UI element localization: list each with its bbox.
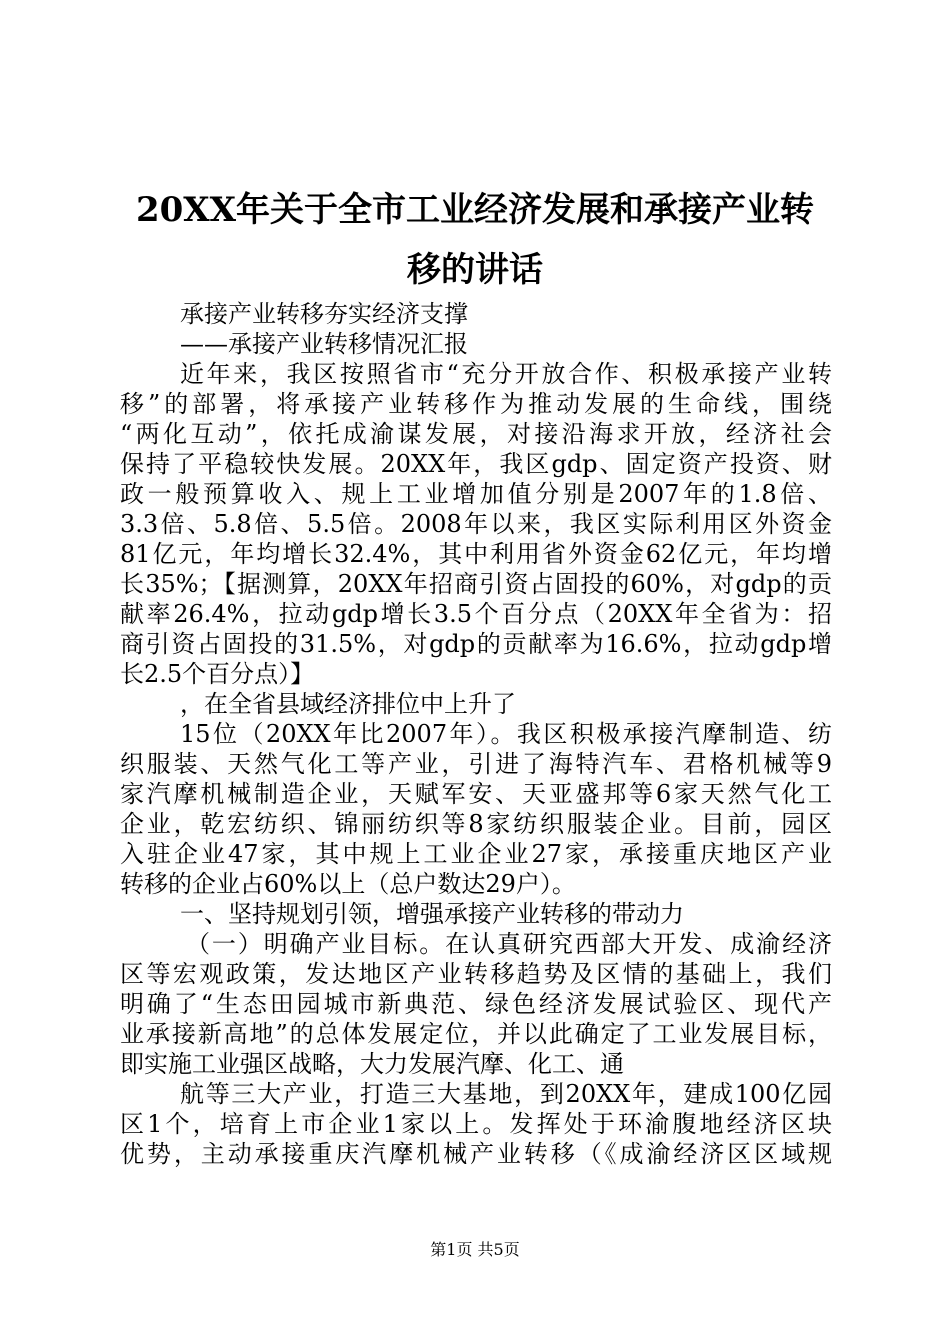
paragraph-line: 家汽摩机械制造企业，天赋军安、天亚盛邦等6家天然气化工: [120, 780, 832, 808]
paragraph-line: 转移的企业占60%以上（总户数达29户）。: [120, 870, 576, 898]
paragraph-line: 航等三大产业，打造三大基地，到20XX年，建成100亿园: [180, 1080, 832, 1108]
paragraph-line: 企业，乾宏纺织、锦丽纺织等8家纺织服装企业。目前，园区: [120, 810, 832, 838]
paragraph-line: 优势，主动承接重庆汽摩机械产业转移（《成渝经济区区域规: [120, 1140, 832, 1168]
paragraph-line: 织服装、天然气化工等产业，引进了海特汽车、君格机械等9: [120, 750, 832, 778]
paragraph-line: 3.3倍、5.8倍、5.5倍。2008年以来，我区实际利用区外资金: [120, 510, 832, 538]
paragraph-line: “两化互动”，依托成渝谋发展，对接沿海求开放，经济社会: [120, 420, 832, 448]
paragraph-line: 商引资占固投的31.5%，对gdp的贡献率为16.6%，拉动gdp增: [120, 630, 832, 658]
paragraph-line: 长2.5个百分点）】: [120, 660, 315, 688]
paragraph-line: 长35%；【据测算，20XX年招商引资占固投的60%，对gdp的贡: [120, 570, 832, 598]
document-title-line-1: 20XX年关于全市工业经济发展和承接产业转: [135, 190, 815, 230]
paragraph-line: 81亿元，年均增长32.4%，其中利用省外资金62亿元，年均增: [120, 540, 832, 568]
document-title-line-2: 移的讲话: [407, 250, 543, 290]
paragraph-line: 即实施工业强区战略，大力发展汽摩、化工、通: [120, 1050, 624, 1078]
paragraph-line: 业承接新高地”的总体发展定位，并以此确定了工业发展目标，: [120, 1020, 832, 1048]
paragraph-line: 明确了“生态田园城市新典范、绿色经济发展试验区、现代产: [120, 990, 832, 1018]
section-heading: 一、坚持规划引领，增强承接产业转移的带动力: [180, 900, 684, 928]
paragraph-line: 入驻企业47家，其中规上工业企业27家，承接重庆地区产业: [120, 840, 832, 868]
paragraph-line: 近年来，我区按照省市“充分开放合作、积极承接产业转: [180, 360, 832, 388]
paragraph-line: 移”的部署，将承接产业转移作为推动发展的生命线，围绕: [120, 390, 832, 418]
paragraph-line: 政一般预算收入、规上工业增加值分别是2007年的1.8倍、: [120, 480, 832, 508]
paragraph-line: 献率26.4%，拉动gdp增长3.5个百分点（20XX年全省为：招: [120, 600, 832, 628]
paragraph-line: 15位（20XX年比2007年）。我区积极承接汽摩制造、纺: [180, 720, 832, 748]
paragraph-line: 区1个，培育上市企业1家以上。发挥处于环渝腹地经济区块: [120, 1110, 832, 1138]
paragraph-line: （一）明确产业目标。在认真研究西部大开发、成渝经济: [186, 930, 832, 958]
paragraph-line: 区等宏观政策，发达地区产业转移趋势及区情的基础上，我们: [120, 960, 832, 988]
page-footer: 第1页 共5页: [430, 1240, 520, 1259]
paragraph-line: ，在全省县域经济排位中上升了: [180, 690, 516, 718]
subtitle-line: ——承接产业转移情况汇报: [180, 330, 468, 358]
subtitle-line: 承接产业转移夯实经济支撑: [180, 300, 468, 328]
paragraph-line: 保持了平稳较快发展。20XX年，我区gdp、固定资产投资、财: [120, 450, 832, 478]
